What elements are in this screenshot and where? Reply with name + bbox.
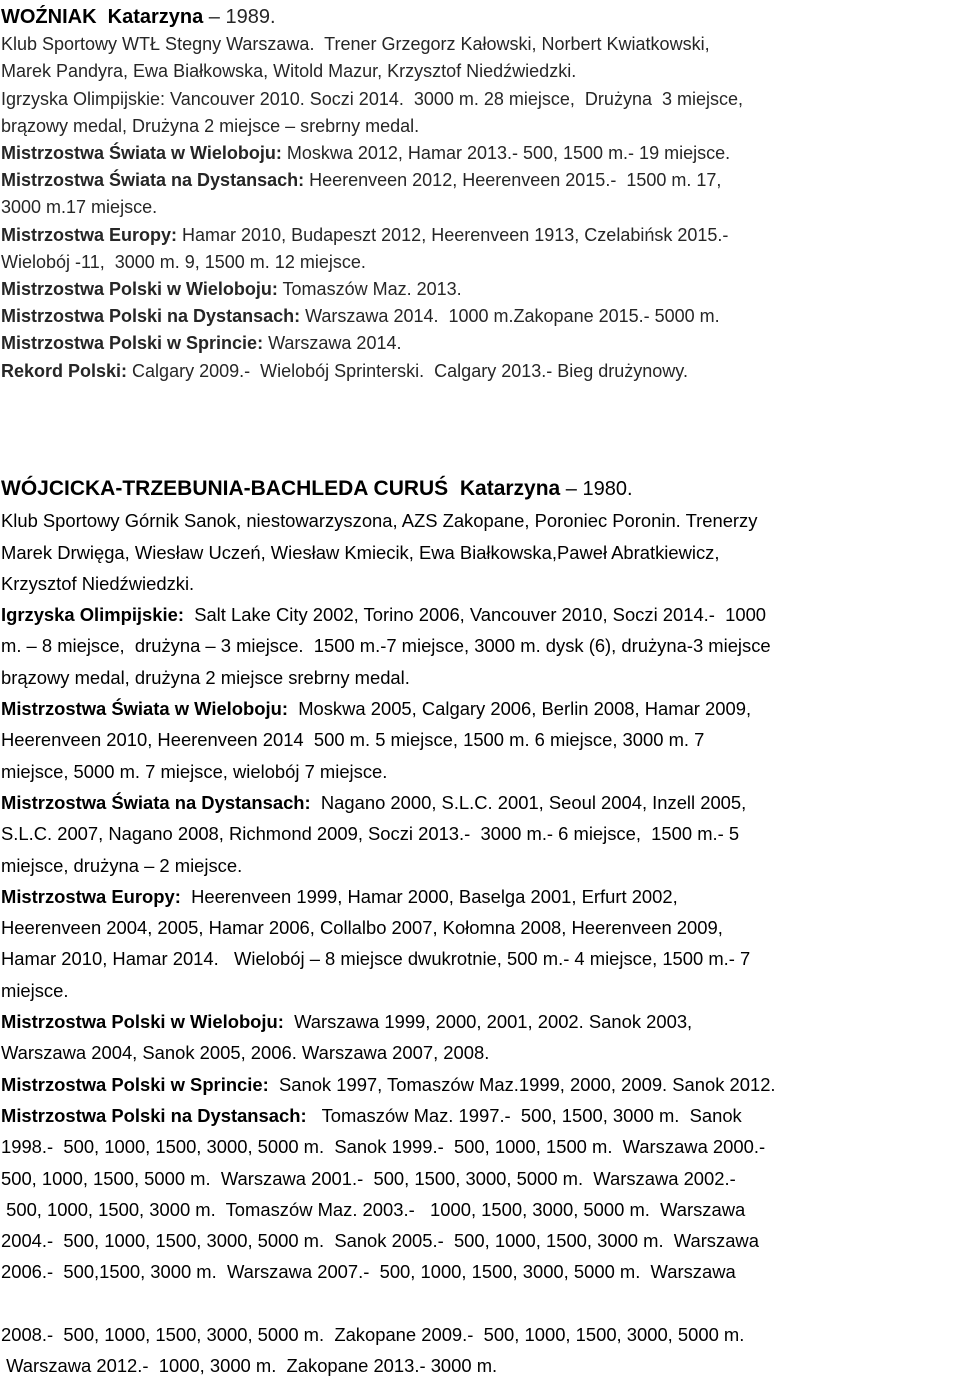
result-line	[1, 787, 959, 818]
result-line	[1, 1319, 959, 1350]
championship-label: Mistrzostwa Świata w Wieloboju:	[1, 143, 282, 164]
result-text: Warszawa 2014.	[263, 333, 402, 354]
result-line	[1, 881, 959, 912]
result-line	[1, 1069, 959, 1100]
championship-label: Mistrzostwa Świata na Dystansach:	[1, 170, 305, 191]
result-text: Marek Drwięga, Wiesław Uczeń, Wiesław Kmiecik, Ewa Białkowska,Paweł Abratkiewicz,	[1, 541, 720, 563]
result-line	[1, 975, 959, 1006]
result-line	[1, 724, 959, 755]
result-text: 1998.- 500, 1000, 1500, 3000, 5000 m. Sanok 1999.- 500, 1000, 1500 m. Warszawa 2000.-	[1, 1136, 766, 1158]
result-line	[1, 1350, 959, 1381]
result-line	[1, 167, 957, 194]
result-line	[1, 140, 957, 167]
result-text: m. – 8 miejsce, drużyna – 3 miejsce. 1500 m.-7 miejsce, 3000 m. dysk (6), drużyna-3 miejsce	[1, 635, 771, 657]
result-line	[1, 249, 957, 276]
result-line	[1, 1194, 959, 1225]
result-line	[1, 1037, 959, 1068]
result-line	[1, 330, 957, 357]
result-text: miejsce, 5000 m. 7 miejsce, wielobój 7 miejsce.	[1, 760, 388, 782]
olympics-line: brązowy medal, Drużyna 2 miejsce – srebrny medal.	[1, 115, 420, 136]
result-text: Heerenveen 2012, Heerenveen 2015.- 1500 m. 17,	[304, 170, 722, 191]
championship-label: Rekord Polski:	[1, 360, 128, 381]
result-text: 2008.- 500, 1000, 1500, 3000, 5000 m. Zakopane 2009.- 500, 1000, 1500, 3000, 5000 m.	[1, 1323, 745, 1345]
result-text: Hamar 2010, Hamar 2014. Wielobój – 8 miejsce dwukrotnie, 500 m.- 4 miejsce, 1500 m.- 7	[1, 948, 751, 970]
result-line	[1, 818, 959, 849]
championship-label: Mistrzostwa Polski na Dystansach:	[1, 1104, 307, 1126]
result-line	[1, 194, 957, 221]
result-text: miejsce, drużyna – 2 miejsce.	[1, 854, 243, 876]
championship-label: Mistrzostwa Świata w Wieloboju:	[1, 698, 288, 720]
championship-label: Mistrzostwa Polski na Dystansach:	[1, 306, 301, 327]
athlete-heading	[1, 4, 957, 31]
olympics-line: Igrzyska Olimpijskie: Vancouver 2010. Soczi 2014. 3000 m. 28 miejsce, Drużyna 3 miejsce,	[1, 88, 743, 109]
championship-label: Igrzyska Olimpijskie:	[1, 604, 184, 626]
championship-label: Mistrzostwa Europy:	[1, 224, 178, 245]
result-text: 500, 1000, 1500, 5000 m. Warszawa 2001.- 500, 1500, 3000, 5000 m. Warszawa 2002.-	[1, 1167, 736, 1189]
result-text: 2004.- 500, 1000, 1500, 3000, 5000 m. Sanok 2005.- 500, 1000, 1500, 3000 m. Warszawa	[1, 1230, 759, 1252]
result-text: Hamar 2010, Budapeszt 2012, Heerenveen 1913, Czelabińsk 2015.-	[177, 224, 729, 245]
athlete-entry-wojcicka	[1, 473, 959, 1381]
athlete-birth-year: – 1980.	[560, 478, 633, 500]
result-line	[1, 1163, 959, 1194]
result-line	[1, 756, 959, 787]
result-line	[1, 276, 957, 303]
result-text: Sanok 1997, Tomaszów Maz.1999, 2000, 2009. Sanok 2012.	[268, 1073, 776, 1095]
result-line	[1, 850, 959, 881]
athlete-name: WOŹNIAK Katarzyna	[1, 6, 204, 28]
result-text: Salt Lake City 2002, Torino 2006, Vancouver 2010, Soczi 2014.- 1000	[183, 604, 767, 626]
result-line	[1, 1006, 959, 1037]
athlete-heading	[1, 473, 959, 505]
championship-label: Mistrzostwa Świata na Dystansach:	[1, 791, 311, 813]
result-line	[1, 505, 959, 536]
athlete-name: WÓJCICKA-TRZEBUNIA-BACHLEDA CURUŚ Katarzyna	[1, 477, 561, 500]
paragraph-gap	[1, 1288, 959, 1319]
result-line	[1, 912, 959, 943]
result-text: Warszawa 2012.- 1000, 3000 m. Zakopane 2013.- 3000 m.	[1, 1355, 498, 1377]
result-text: Moskwa 2012, Hamar 2013.- 500, 1500 m.- 19 miejsce.	[281, 143, 731, 164]
result-text: Warszawa 2014. 1000 m.Zakopane 2015.- 5000 m.	[300, 306, 720, 327]
result-text: Warszawa 2004, Sanok 2005, 2006. Warszawa 2007, 2008.	[1, 1042, 490, 1064]
result-text: Wielobój -11, 3000 m. 9, 1500 m. 12 miejsce.	[1, 251, 366, 272]
championship-label: Mistrzostwa Polski w Wieloboju:	[1, 1011, 284, 1033]
result-line	[1, 568, 959, 599]
result-line	[1, 1100, 959, 1131]
result-text: Nagano 2000, S.L.C. 2001, Seoul 2004, Inzell 2005,	[310, 791, 747, 813]
result-text: Heerenveen 2004, 2005, Hamar 2006, Collalbo 2007, Kołomna 2008, Heerenveen 2009,	[1, 917, 723, 939]
championship-label: Mistrzostwa Polski w Wieloboju:	[1, 279, 278, 300]
championship-label: Mistrzostwa Polski w Sprincie:	[1, 333, 264, 354]
result-line	[1, 630, 959, 661]
result-line	[1, 1256, 959, 1287]
result-line	[1, 303, 957, 330]
result-text: 2006.- 500,1500, 3000 m. Warszawa 2007.- 500, 1000, 1500, 3000, 5000 m. Warszawa	[1, 1261, 736, 1283]
result-text: miejsce.	[1, 979, 69, 1001]
result-line	[1, 662, 959, 693]
result-text: Klub Sportowy Górnik Sanok, niestowarzyszona, AZS Zakopane, Poroniec Poronin. Trenerzy	[1, 510, 758, 532]
result-text: Heerenveen 2010, Heerenveen 2014 500 m. 5 miejsce, 1500 m. 6 miejsce, 3000 m. 7	[1, 729, 705, 751]
result-text: S.L.C. 2007, Nagano 2008, Richmond 2009, Soczi 2013.- 3000 m.- 6 miejsce, 1500 m.- 5	[1, 823, 740, 845]
result-text: Krzysztof Niedźwiedzki.	[1, 572, 195, 594]
result-line	[1, 537, 959, 568]
result-text: 500, 1000, 1500, 3000 m. Tomaszów Maz. 2003.- 1000, 1500, 3000, 5000 m. Warszawa	[1, 1198, 746, 1220]
club-line: Marek Pandyra, Ewa Białkowska, Witold Mazur, Krzysztof Niedźwiedzki.	[1, 61, 577, 82]
result-line	[1, 693, 959, 724]
result-text: Warszawa 1999, 2000, 2001, 2002. Sanok 2003,	[283, 1011, 693, 1033]
championship-label: Mistrzostwa Europy:	[1, 885, 181, 907]
result-line	[1, 1131, 959, 1162]
result-line	[1, 599, 959, 630]
result-text: Heerenveen 1999, Hamar 2000, Baselga 2001, Erfurt 2002,	[180, 885, 678, 907]
club-line: Klub Sportowy WTŁ Stegny Warszawa. Trener Grzegorz Kałowski, Norbert Kwiatkowski,	[1, 34, 710, 55]
athlete-birth-year: – 1989.	[203, 6, 276, 28]
result-line	[1, 1225, 959, 1256]
result-text: 3000 m.17 miejsce.	[1, 197, 158, 218]
result-text: Tomaszów Maz. 1997.- 500, 1500, 3000 m. Sanok	[306, 1104, 742, 1126]
result-line	[1, 222, 957, 249]
result-text: Tomaszów Maz. 2013.	[277, 279, 462, 300]
athlete-entry-wozniak	[1, 4, 957, 385]
result-text: Moskwa 2005, Calgary 2006, Berlin 2008, Hamar 2009,	[287, 698, 752, 720]
result-line	[1, 358, 957, 385]
result-line	[1, 943, 959, 974]
result-text: Calgary 2009.- Wielobój Sprinterski. Calgary 2013.- Bieg drużynowy.	[127, 360, 688, 381]
championship-label: Mistrzostwa Polski w Sprincie:	[1, 1073, 269, 1095]
result-text: brązowy medal, drużyna 2 miejsce srebrny medal.	[1, 666, 410, 688]
